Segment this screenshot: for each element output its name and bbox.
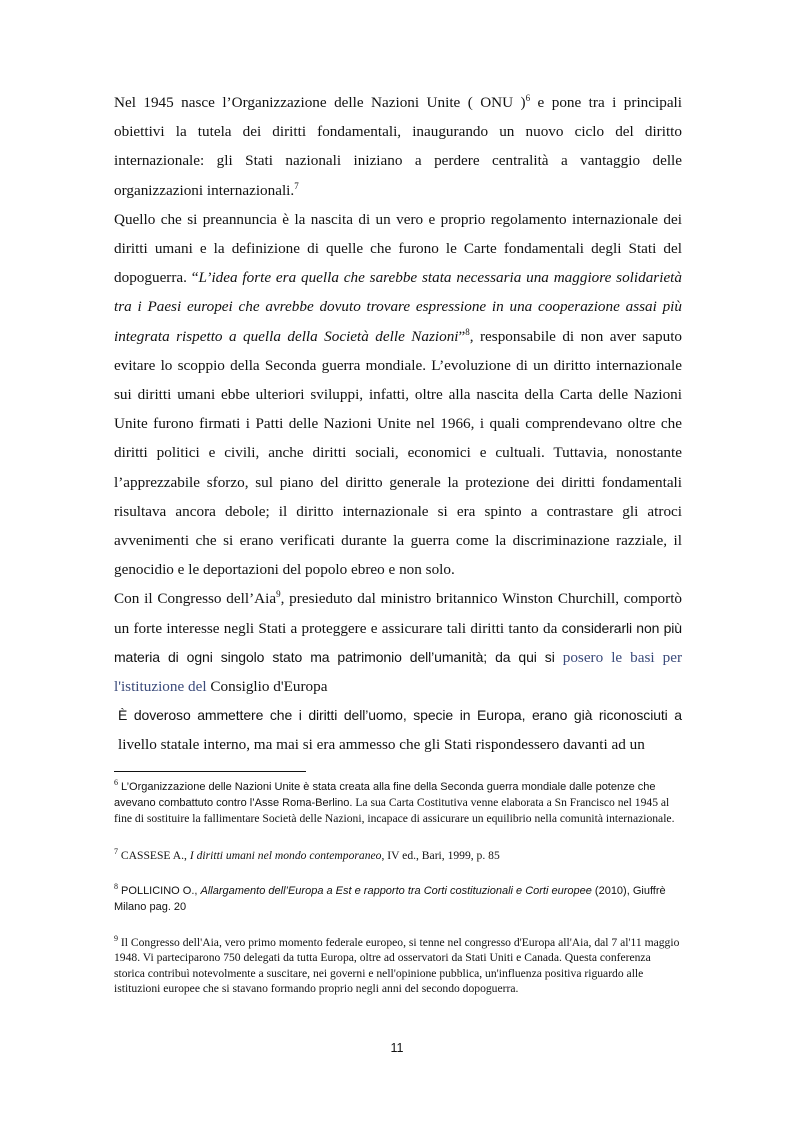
footnote-7: $^7$ CASSESE A., I diritti umani nel mondo contemporaneo, IV ed., Bari, 1999, p. 85 [114, 846, 500, 862]
footnote-ref-7[interactable]: 7 [294, 180, 299, 191]
paragraph-congresso-aia: Con il Congresso dell’Aia$^9$, presieduto dal ministro britannico Winston Churchill, comportò un forte interesse negli Stati a proteggere e assicurare tali diritti tanto da considerarli non più materia di ogni singolo stato ma patrimonio dell’umanità; da qui si posero le basi per l'istituzione del Consiglio d'Europa [114, 589, 683, 696]
footnote-8: $^8$ POLLICINO O., Allargamento dell’Europa a Est e rapporto tra Corti costituzionali e Corti europee (2010), Giuffrè Milano pag. 20 [114, 881, 666, 914]
quotation: L’idea forte era quella che sarebbe stata necessaria una maggiore solidarietà tra i Paesi europei che avrebbe dovuto trovare espressione in una cooperazione assai più integrata rispetto a quella della Società delle Nazioni [114, 269, 682, 345]
footnote-9: $^9$ Il Congresso dell'Aia, vero primo momento federale europeo, si tenne nel congresso d'Europa all'Aia, dal 7 al'11 maggio 1948. Vi parteciparono 750 delegati da tutta Europa, oltre ad osservatori da Stati Uniti e Canada. Questa conferenza storica contribuì notevolmente a suscitare, nei governi e nell'opinione pubblica, un'influenza positiva riguardo alle istituzioni europee che si stavano formando proprio negli anni del secondo dopoguerra. [114, 934, 680, 995]
main-text [114, 88, 682, 760]
page-body [114, 88, 682, 760]
page-number: 11 [390, 1041, 404, 1055]
footnote-separator [114, 771, 306, 772]
paragraph-diritti-uomo: È doveroso ammettere che i diritti dell’uomo, specie in Europa, erano già riconosciuti a livello statale interno, ma mai si era ammesso che gli Stati rispondessero davanti ad un [118, 707, 682, 754]
footnotes [114, 779, 682, 996]
paragraph-diritti-umani: Quello che si preannuncia è la nascita di un vero e proprio regolamento internazionale dei diritti umani e la definizione di quelle che furono le Carte fondamentali degli Stati del dopoguerra. “L’idea forte era quella che sarebbe stata necessaria una maggiore solidarietà tra i Paesi europei che avrebbe dovuto trovare espressione in una cooperazione assai più integrata rispetto a quella della Società delle Nazioni”$^8$, responsabile di non aver saputo evitare lo scoppio della Seconda guerra mondiale. L’evoluzione di un diritto internazionale sui diritti umani ebbe ulteriori sviluppi, infatti, oltre alla nascita della Carta delle Nazioni Unite furono firmati i Patti delle Nazioni Unite nel 1966, i quali comprendevano oltre che diritti politici e civili, anche diritti sociali, economici e cultuali. Tuttavia, nonostante l’apprezzabile sforzo, sul piano del diritto generale la protezione dei diritti fondamentali risultava ancora debole; il diritto internazionale si era spinto a contrastare gli atroci avvenimenti che si erano verificati durante la guerra come la discriminazione razziale, il genocidio e le deportazioni del popolo ebreo e non solo. [114, 210, 683, 579]
footnote-ref-6[interactable]: 6 [525, 92, 531, 103]
footnote-ref-8[interactable]: 8 [465, 326, 470, 337]
footnote-ref-9[interactable]: 9 [276, 589, 281, 600]
paragraph-onu: Nel 1945 nasce l’Organizzazione delle Nazioni Unite ( ONU )$^6$ e pone tra i principali obiettivi la tutela dei diritti fondamentali, inaugurando un nuovo ciclo del diritto internazionale: gli Stati nazionali iniziano a perdere centralità a vantaggio delle organizzazioni internazionali.$^7$ [114, 92, 682, 199]
footnote-6: $^6$ L’Organizzazione delle Nazioni Unite è stata creata alla fine della Seconda guerra mondiale dalle potenze che avevano combattuto contro l’Asse Roma-Berlino. La sua Carta Costitutiva venne elaborata a Sn Francisco nel 1945 al fine di sostituire la fallimentare Società delle Nazioni, incapace di assicurare un equilibrio nella comunità internazionale. [114, 778, 675, 826]
